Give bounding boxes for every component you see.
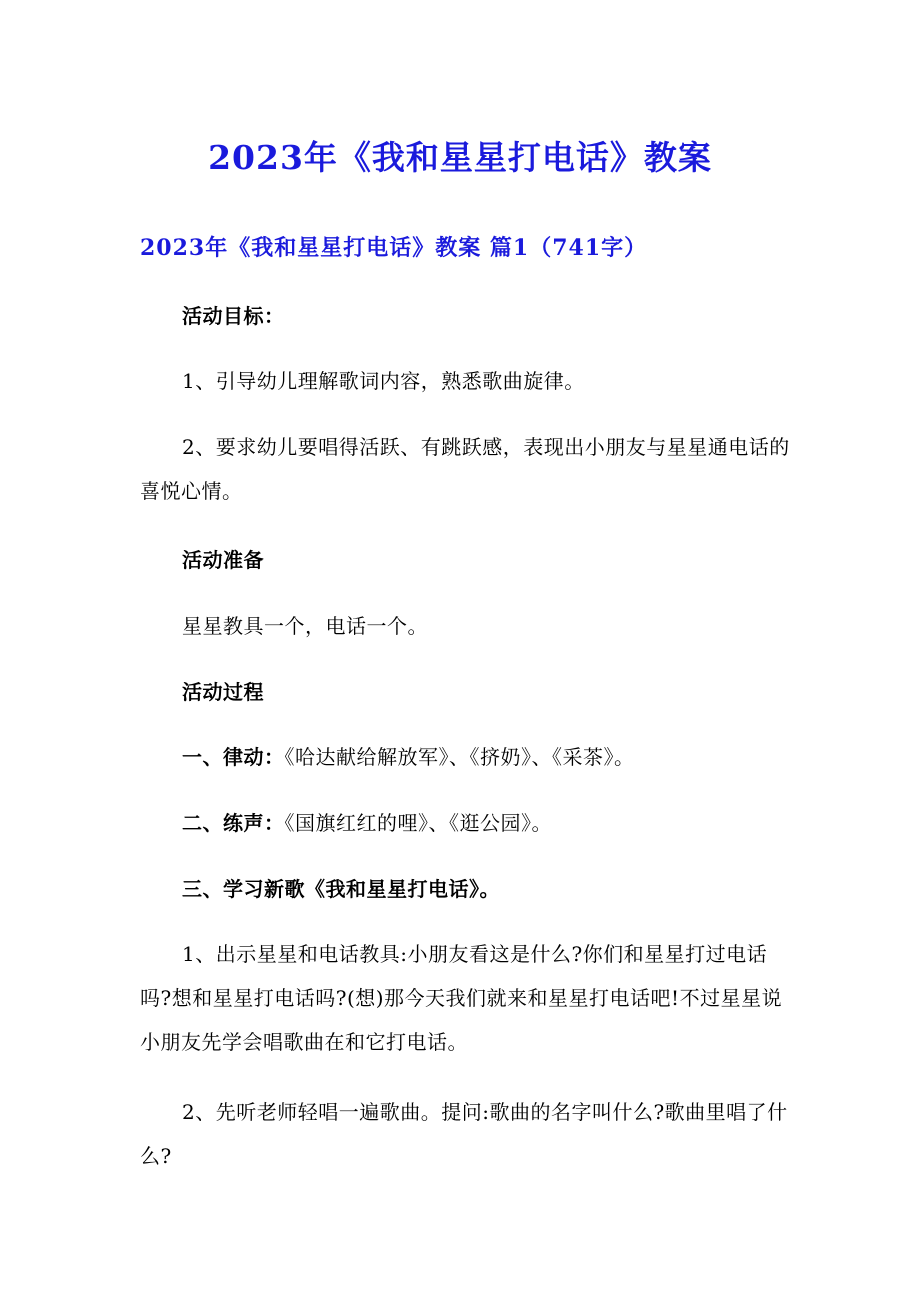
new-song-item-1: 1、出示星星和电话教具:小朋友看这是什么?你们和星星打过电话吗?想和星星打电话吗?(想)那今天我们就来和星星打电话吧!不过星星说小朋友先学会唱歌曲在和它打电话。 (140, 942, 783, 1054)
section-title: 2023年《我和星星打电话》教案 篇1（741字） (140, 235, 648, 261)
heading-activity-goals: 活动目标： (182, 304, 285, 328)
process-step-rhythm (140, 735, 790, 779)
preparation-text: 星星教具一个，电话一个。 (182, 614, 428, 638)
document-title: 2023年《我和星星打电话》教案 (208, 138, 712, 177)
goal-item-2: 2、要求幼儿要唱得活跃、有跳跃感，表现出小朋友与星星通电话的喜悦心情。 (140, 435, 790, 503)
process-step-vocal (140, 801, 790, 845)
new-song-item-2: 2、先听老师轻唱一遍歌曲。提问:歌曲的名字叫什么?歌曲里唱了什么? (140, 1100, 788, 1168)
step-lead-label: 一、律动： (182, 745, 285, 769)
step-content: 《国旗红红的哩》、《逛公园》。 (284, 811, 552, 835)
goal-item-1: 1、引导幼儿理解歌词内容，熟悉歌曲旋律。 (182, 369, 585, 393)
heading-activity-preparation: 活动准备 (182, 548, 264, 572)
step-lead-label: 二、练声： (182, 811, 285, 835)
step-content: 《哈达献给解放军》、《挤奶》、《采茶》。 (284, 745, 635, 769)
heading-activity-process: 活动过程 (182, 680, 264, 704)
process-step-new-song: 三、学习新歌《我和星星打电话》。 (182, 877, 500, 901)
